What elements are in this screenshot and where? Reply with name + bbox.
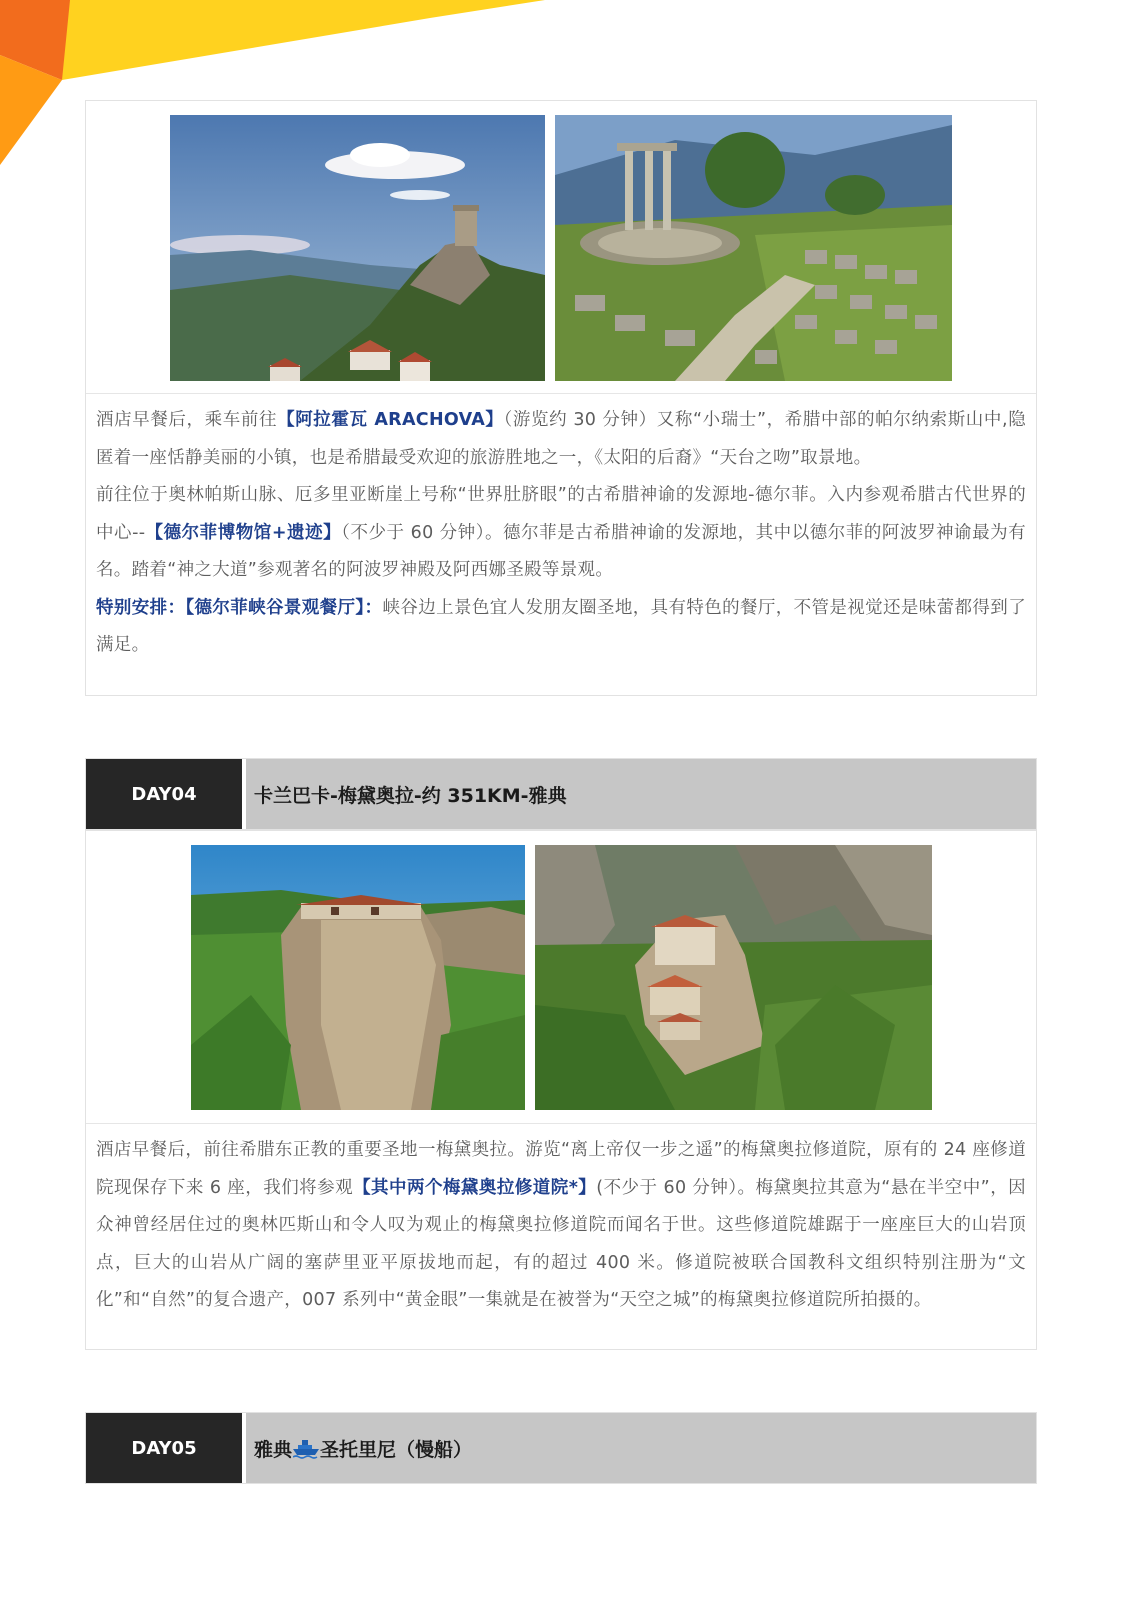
- arachova-paragraph: 酒店早餐后，乘车前往【阿拉霍瓦 ARACHOVA】（游览约 30 分钟）又称“小瑞士”，希腊中部的帕尔纳索斯山中,隐匿着一座恬静美丽的小镇，也是希腊最受欢迎的旅游胜地之一，《太阳的后裔》“天台之吻”取景地。: [96, 410, 1027, 468]
- day03-content-box: [85, 100, 1037, 696]
- day04-header: [85, 758, 1037, 830]
- delphi-highlight: 【德尔菲博物馆+遗迹】: [145, 522, 342, 543]
- delphi-ruins-photo: [555, 115, 952, 381]
- special-arrangement-paragraph: 特别安排：【德尔菲峡谷景观餐厅】：峡谷边上景色宜人发朋友圈圣地，具有特色的餐厅，不管是视觉还是味蕾都得到了满足。: [96, 597, 1026, 655]
- day04-label: DAY04: [86, 759, 242, 829]
- day03-description: [96, 402, 1026, 665]
- meteora-paragraph: 酒店早餐后，前往希腊东正教的重要圣地一梅黛奥拉。游览“离上帝仅一步之遥”的梅黛奥拉修道院，原有的 24 座修道院现保存下来 6 座，我们将参观【其中两个梅黛奥拉修道院*】(不少于 60 分钟）。梅黛奥拉其意为“悬在半空中”，因众神曾经居住过的奥林匹斯山和令人叹为观止的梅黛奥拉修道院而闻名于世。这些修道院雄踞于一座座巨大的山岩顶点，巨大的山岩从广阔的塞萨里亚平原拔地而起，有的超过 400 米。修道院被联合国教科文组织特别注册为“文化”和“自然”的复合遗产，007 系列中“黄金眼”一集就是在被誉为“天空之城”的梅黛奥拉修道院所拍摄的。: [96, 1140, 1026, 1310]
- meteora-monastery-photo-1: [191, 845, 525, 1110]
- day05-label: DAY05: [86, 1413, 242, 1483]
- day04-description: [96, 1132, 1026, 1320]
- meteora-monastery-photo-2: [535, 845, 932, 1110]
- arachova-highlight: 【阿拉霍瓦 ARACHOVA】: [277, 410, 504, 430]
- day05-title-to: 圣托里尼（慢船）: [320, 1438, 473, 1461]
- ship-icon: [293, 1437, 319, 1459]
- delphi-paragraph: 前往位于奥林帕斯山脉、厄多里亚断崖上号称“世界肚脐眼”的古希腊神谕的发源地-德尔菲。入内参观希腊古代世界的中心--【德尔菲博物馆+遗迹】（不少于 60 分钟）。德尔菲是古希腊神谕的发源地，其中以德尔菲的阿波罗神谕最为有名。踏着“神之大道”参观著名的阿波罗神殿及阿西娜圣殿等景观。: [96, 485, 1026, 580]
- day04-content-box: [85, 830, 1037, 1350]
- arachova-photo: [170, 115, 545, 381]
- day05-header: [85, 1412, 1037, 1484]
- restaurant-highlight: 特别安排：【德尔菲峡谷景观餐厅】：: [96, 597, 383, 618]
- day05-title: [246, 1413, 1036, 1483]
- day04-title: 卡兰巴卡-梅黛奥拉-约 351KM-雅典: [246, 759, 1036, 829]
- meteora-highlight: 【其中两个梅黛奥拉修道院*】: [353, 1177, 597, 1198]
- day05-title-from: 雅典: [254, 1438, 293, 1461]
